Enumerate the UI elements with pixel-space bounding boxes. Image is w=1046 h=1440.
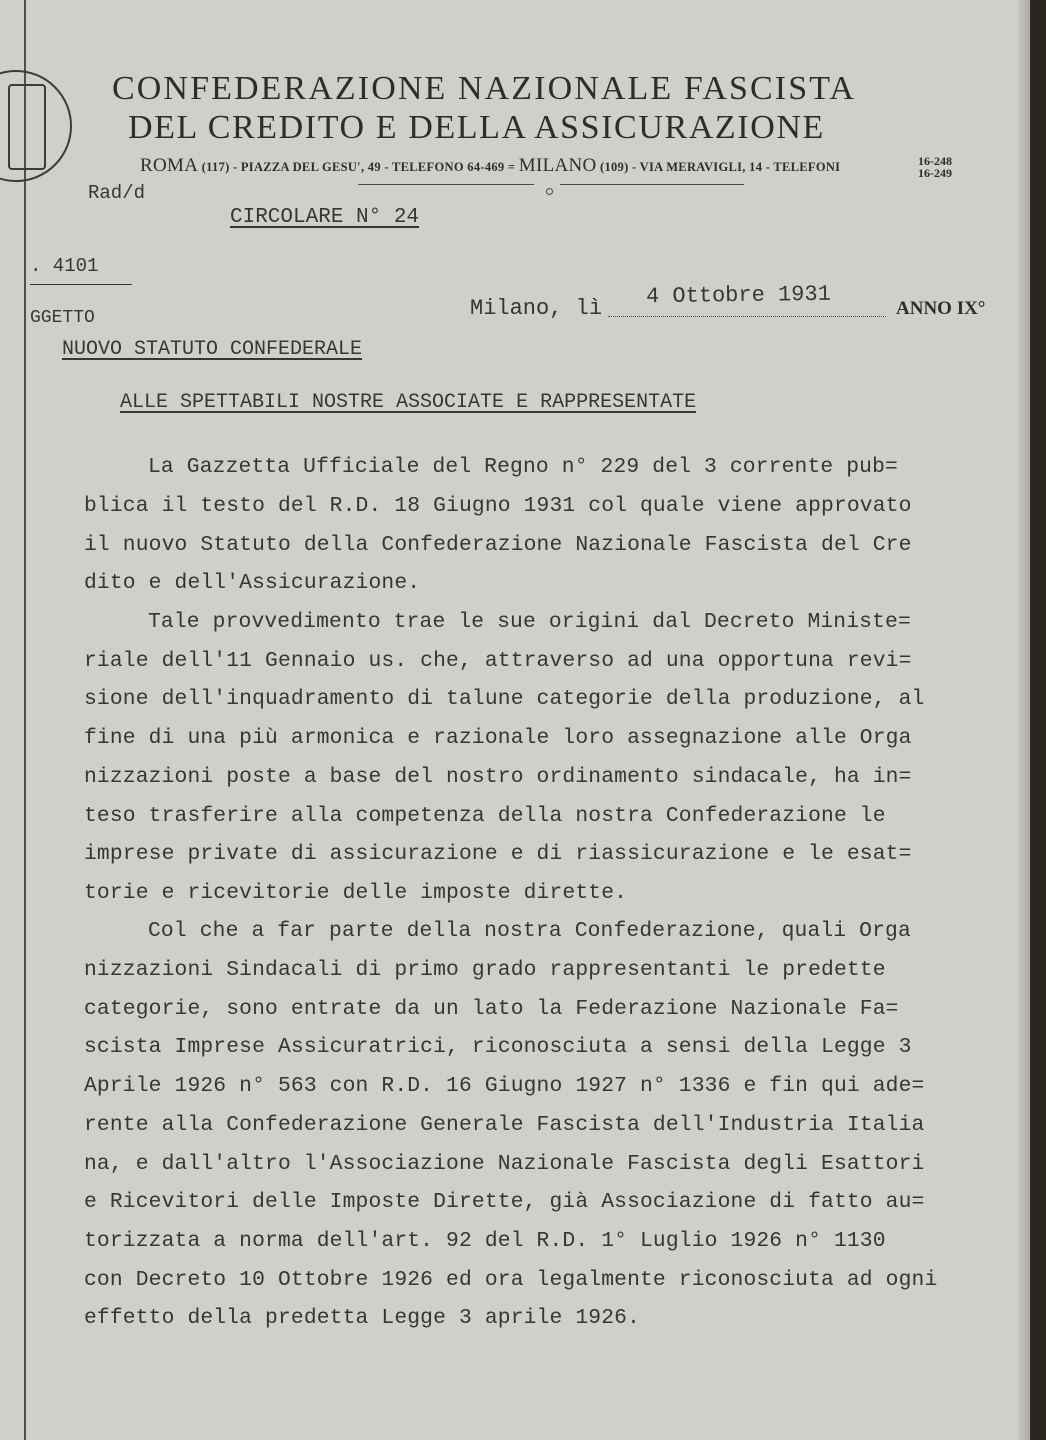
letterhead-phones xyxy=(918,155,952,179)
body-line: nizzazioni Sindacali di primo grado rappresentanti le predette xyxy=(84,958,886,982)
subject: NUOVO STATUTO CONFEDERALE xyxy=(62,338,363,361)
body-line: riale dell'11 Gennaio us. che, attraverso ad una opportuna revi= xyxy=(84,649,912,673)
circular-number: CIRCOLARE N° 24 xyxy=(230,206,420,229)
subject-label: GGETTO xyxy=(30,308,95,328)
body-line: Col che a far parte della nostra Confederazione, quali Orga xyxy=(148,919,911,943)
date-dotted-line xyxy=(608,316,886,317)
body-line: con Decreto 10 Ottobre 1926 ed ora legalmente riconosciuta ad ogni xyxy=(84,1268,938,1292)
letterhead-address xyxy=(140,155,840,177)
body-line: e Ricevitori delle Imposte Dirette, già Associazione di fatto au= xyxy=(84,1190,925,1214)
addressee: ALLE SPETTABILI NOSTRE ASSOCIATE E RAPPRESENTATE xyxy=(120,391,697,414)
letterhead-ornament-icon xyxy=(546,188,553,195)
body-line: dito e dell'Assicurazione. xyxy=(84,571,421,595)
letterhead-rule xyxy=(560,184,744,185)
letterhead-title-line-1: CONFEDERAZIONE NAZIONALE FASCISTA xyxy=(112,70,857,107)
protocol-rule xyxy=(30,284,132,285)
body-line: il nuovo Statuto della Confederazione Nazionale Fascista del Cre xyxy=(84,533,912,557)
body-line: Aprile 1926 n° 563 con R.D. 16 Giugno 1927 n° 1336 e fin qui ade= xyxy=(84,1074,925,1098)
body-line: La Gazzetta Ufficiale del Regno n° 229 del 3 corrente pub= xyxy=(148,455,898,479)
body-line: effetto della predetta Legge 3 aprile 1926. xyxy=(84,1306,640,1330)
body-line: rente alla Confederazione Generale Fascista dell'Industria Italia xyxy=(84,1113,925,1137)
body-line: sione dell'inquadramento di talune categorie della produzione, al xyxy=(84,687,925,711)
body-line: torizzata a norma dell'art. 92 del R.D. 1° Luglio 1926 n° 1130 xyxy=(84,1229,886,1253)
body-line: categorie, sono entrate da un lato la Federazione Nazionale Fa= xyxy=(84,997,899,1021)
body-line: nizzazioni poste a base del nostro ordinamento sindacale, ha in= xyxy=(84,765,912,789)
place-label: Milano, lì xyxy=(470,296,603,321)
body-line: fine di una più armonica e razionale loro assegnazione alle Orga xyxy=(84,726,912,750)
fascist-year: ANNO IX° xyxy=(896,298,986,319)
address-milan-detail: (109) - VIA MERAVIGLI, 14 - TELEFONI xyxy=(596,160,841,174)
phone-number: 16-249 xyxy=(918,166,952,180)
reference-mark: Rad/d xyxy=(88,182,146,204)
emblem-seal-icon xyxy=(0,70,72,182)
body-line: na, e dall'altro l'Associazione Nazionale Fascista degli Esattori xyxy=(84,1152,925,1176)
body-line: blica il testo del R.D. 18 Giugno 1931 col quale viene approvato xyxy=(84,494,912,518)
address-milan: MILANO xyxy=(518,155,597,176)
body-line: Tale provvedimento trae le sue origini dal Decreto Ministe= xyxy=(148,610,911,634)
letterhead-rule xyxy=(358,184,534,185)
protocol-number: . 4101 xyxy=(30,255,99,277)
body-line: teso trasferire alla competenza della nostra Confederazione le xyxy=(84,804,886,828)
date: 4 Ottobre 1931 xyxy=(645,281,832,310)
letterhead-title-line-2: DEL CREDITO E DELLA ASSICURAZIONE xyxy=(128,109,825,146)
binding-margin-line xyxy=(24,0,26,1440)
body-line: torie e ricevitorie delle imposte dirette. xyxy=(84,881,628,905)
body-line: imprese private di assicurazione e di riassicurazione e le esat= xyxy=(84,842,912,866)
page-edge xyxy=(1018,0,1030,1440)
address-rome-detail: (117) - PIAZZA DEL GESU', 49 - TELEFONO 64-469 = xyxy=(198,160,519,174)
body-line: scista Imprese Assicuratrici, riconosciuta a sensi della Legge 3 xyxy=(84,1035,912,1059)
phone-number: 16-248 xyxy=(918,154,952,168)
address-rome: ROMA xyxy=(140,155,199,176)
